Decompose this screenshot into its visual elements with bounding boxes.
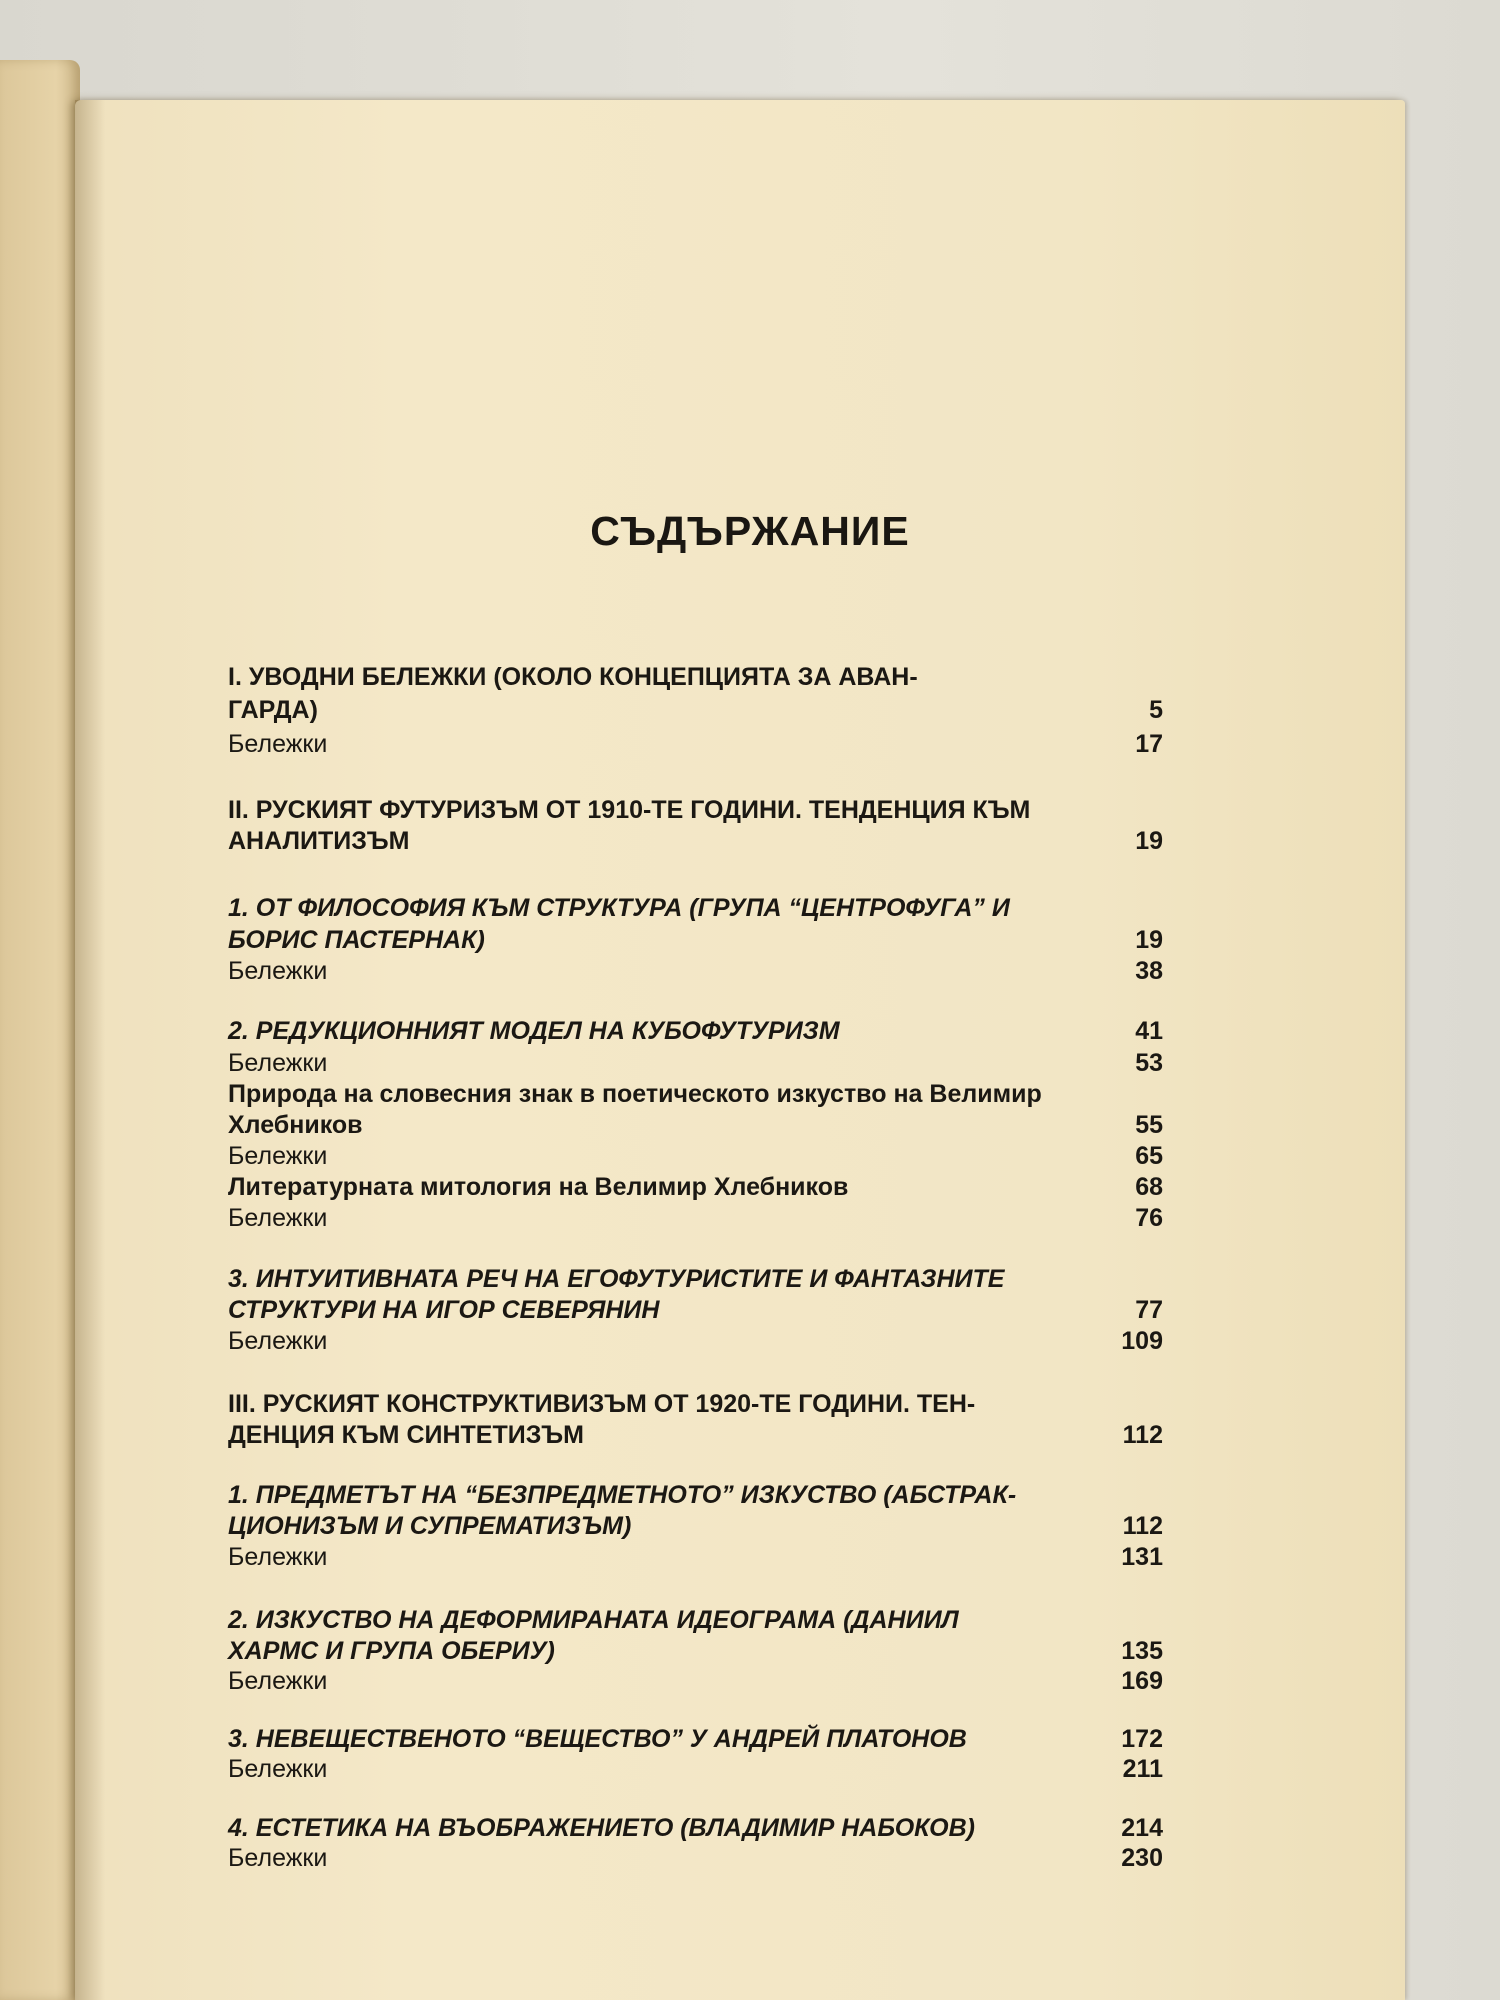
table-of-contents: I. УВОДНИ БЕЛЕЖКИ (ОКОЛО КОНЦЕПЦИЯТА ЗА АВАН- ГАРДА) 5 Бележки 17 II. РУСКИЯТ ФУТУРИЗЪМ ОТ 1910-ТЕ ГОДИНИ. ТЕНДЕНЦИЯ КЪМ АНАЛИТИЗЪМ 19 1. ОТ ФИЛОСОФИЯ КЪМ СТРУКТУРА (ГРУПА “ЦЕНТРОФУГА” И БОРИС ПАСТЕРНАК) 19 Бележки 38 2. РЕДУКЦИОННИЯТ МОДЕЛ НА КУБОФУТУРИЗМ 41 Бележки 53 Природа на словесния знак в поетическото изкуство на Велимир Хлебников 55 Бележки 65 Литературната митология на Велимир Хлебников 68 Бележки 76 3. ИНТУИТИВНАТА РЕЧ НА ЕГОФУТУРИСТИТЕ И ФАНТАЗНИТЕ СТРУКТУРИ НА ИГОР СЕВЕРЯНИН 77 Бележки 109 III. РУСКИЯТ КОНСТРУКТИВИЗЪМ ОТ 1920-ТЕ ГОДИНИ. ТЕН- ДЕНЦИЯ КЪМ СИНТЕТИЗЪМ 112 1. ПРЕДМЕТЪТ НА “БЕЗПРЕДМЕТНОТО” ИЗКУСТВО (АБСТРАК- ЦИОНИЗЪМ И СУПРЕМАТИЗЪМ) 112 Бележки 131 2. ИЗКУСТВО НА ДЕФОРМИРАНАТА ИДЕОГРАМА (ДАНИИЛ ХАРМС И ГРУПА ОБЕРИУ) 135 Бележки 169 3. НЕВЕЩЕСТВЕНОТО “ВЕЩЕСТВО” У АНДРЕЙ ПЛАТОНОВ 172 Бележки 211 4. ЕСТЕТИКА НА ВЪОБРАЖЕНИЕТО (ВЛАДИМИР НАБОКОВ) 214 Бележки 230 xyxy=(228,663,1163,1872)
page-title: СЪДЪРЖАНИЕ xyxy=(590,508,910,554)
